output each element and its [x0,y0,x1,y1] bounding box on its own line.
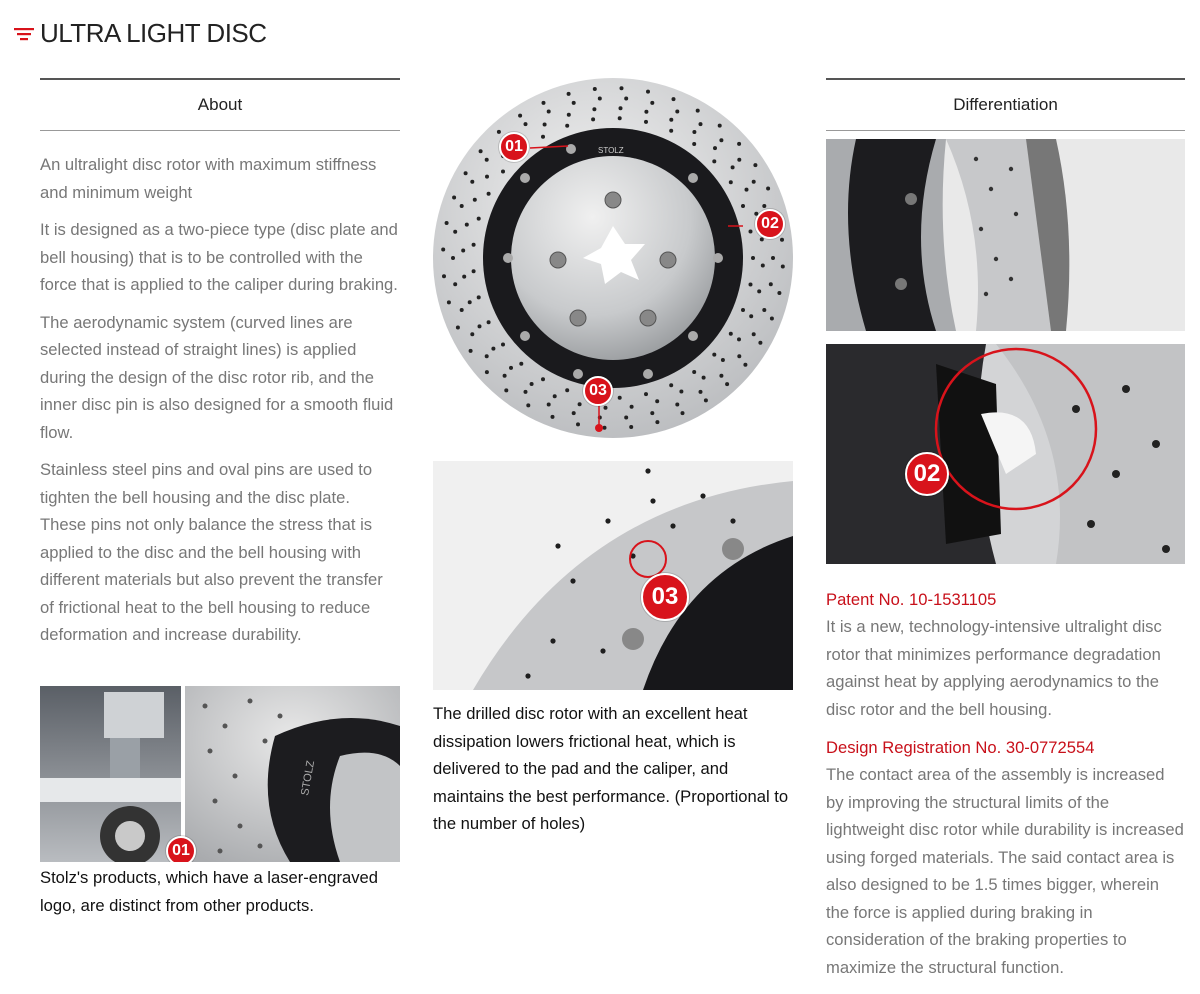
drill-hole [593,87,597,91]
drill-hole [669,118,673,122]
drill-hole [578,402,582,406]
drill-hole [470,332,474,336]
drill-hole [524,390,528,394]
drill-hole [618,116,622,120]
drill-hole [565,124,569,128]
drill-hole [675,403,679,407]
patent-block [826,586,1185,723]
drill-hole [761,264,765,268]
about-body [40,151,400,649]
drill-hole [460,204,464,208]
drill-hole [565,388,569,392]
hub-image [826,139,1185,331]
drill-hole [487,192,491,196]
drill-hole [655,399,659,403]
drill-hole [745,188,749,192]
drill-hole [741,308,745,312]
drill-hole [541,377,545,381]
drill-hole [758,341,762,345]
laser-engraving-image [40,686,400,862]
laser-caption: Stolz's products, which have a laser-engraved logo, are distinct from other products. [40,868,378,915]
drill-hole [485,158,489,162]
drill-hole [704,398,708,402]
drill-hole [743,363,747,367]
drill-hole [603,426,607,430]
drill-hole [479,149,483,153]
drill-hole [749,314,753,318]
drill-hole [702,376,706,380]
differentiation-section [826,78,1185,977]
drill-hole [572,101,576,105]
drill-hole [757,289,761,293]
drilled-caption: The drilled disc rotor with an excellent heat dissipation lowers frictional heat, which is delivered to the pad and the caliper, and maintains the best performance. (Proportional to the number of holes) [433,704,789,833]
about-section [40,78,400,915]
drill-hole [731,165,735,169]
about-paragraph: The aerodynamic system (curved lines are selected instead of straight lines) is applied during the design of the disc rotor rib, and the inner disc pin is also designed for a smooth fluid flow. [40,312,394,442]
drill-hole [497,130,501,134]
drill-hole [729,180,733,184]
drill-hole [487,320,491,324]
drill-hole [478,324,482,328]
drill-hole [769,282,773,286]
drill-hole [485,370,489,374]
drill-hole [630,405,634,409]
badge-02: 02 [905,452,949,496]
drill-hole [524,122,528,126]
drill-hole [699,390,703,394]
drill-hole [699,122,703,126]
drill-hole [681,411,685,415]
drill-hole [712,353,716,357]
badge-01: 01 [166,836,196,862]
drill-hole [780,238,784,242]
drill-hole [504,388,508,392]
page-header [14,18,267,49]
drill-hole [469,349,473,353]
drill-hole [547,110,551,114]
drill-hole [644,120,648,124]
drill-hole [650,101,654,105]
drill-hole [485,175,489,179]
drill-hole [737,158,741,162]
drill-hole [461,249,465,253]
design-block [826,734,1185,981]
drill-hole [592,107,596,111]
drill-hole [766,187,770,191]
drill-hole [751,256,755,260]
patent-text: It is a new, technology-intensive ultralight disc rotor that minimizes performance degradation against heat by applying aerodynamics to the disc rotor and the bell housing. [826,617,1162,719]
badge-03: 03 [583,376,613,406]
drill-hole [567,113,571,117]
drill-hole [762,204,766,208]
drill-hole [719,138,723,142]
drill-hole [519,362,523,366]
drilled-closeup-image [433,461,793,690]
drill-hole [453,230,457,234]
drill-hole [618,396,622,400]
drill-hole [644,392,648,396]
drill-hole [624,97,628,101]
badge-02: 02 [755,209,785,239]
drill-hole [619,106,623,110]
drill-hole [445,221,449,225]
drill-hole [624,416,628,420]
drill-hole [762,308,766,312]
about-paragraph: It is designed as a two-piece type (disc plate and bell housing) that is to be controlled with the force that is applied to the caliper during braking. [40,220,398,294]
drill-hole [451,256,455,260]
drill-hole [655,420,659,424]
about-paragraph: An ultralight disc rotor with maximum stiffness and minimum weight [40,155,377,202]
drill-hole [553,394,557,398]
drill-hole [679,390,683,394]
drill-hole [669,129,673,133]
rotor-logo: STOLZ [598,146,624,155]
differentiation-heading: Differentiation [826,78,1185,131]
drill-hole [477,217,481,221]
drill-hole [526,403,530,407]
drill-hole [692,370,696,374]
drill-hole [572,411,576,415]
drill-hole [737,142,741,146]
drill-hole [646,90,650,94]
drill-hole [468,300,472,304]
drill-hole [650,411,654,415]
drill-hole [465,223,469,227]
drill-hole [464,171,468,175]
drill-hole [713,146,717,150]
pin-closeup-photo [826,344,1185,564]
drill-hole [598,97,602,101]
drill-hole [725,382,729,386]
drill-hole [472,269,476,273]
pin-closeup-image [826,344,1185,564]
drill-hole [737,354,741,358]
hub-photo [826,139,1185,331]
rotor-diagram [433,78,793,440]
drill-hole [491,347,495,351]
drill-hole [518,114,522,118]
drill-hole [551,415,555,419]
drill-hole [770,317,774,321]
drill-hole [576,422,580,426]
drill-hole [777,291,781,295]
hamburger-icon[interactable] [14,26,34,42]
drill-hole [620,86,624,90]
drill-hole [752,332,756,336]
drill-hole [712,159,716,163]
drill-hole [472,243,476,247]
drill-hole [591,117,595,121]
drill-hole [501,343,505,347]
drill-hole [441,248,445,252]
drill-hole [460,308,464,312]
patent-label: Patent No. 10-1531105 [826,590,997,609]
drill-hole [718,124,722,128]
drill-hole [675,110,679,114]
drill-hole [729,332,733,336]
rotor-image [433,78,793,440]
drill-hole [604,406,608,410]
drill-hole [760,237,764,241]
drill-hole [737,337,741,341]
drill-hole [741,204,745,208]
drill-hole [752,180,756,184]
drill-hole [530,382,534,386]
drill-hole [453,282,457,286]
drill-hole [485,354,489,358]
drill-hole [456,326,460,330]
drill-hole [749,230,753,234]
drill-hole [669,383,673,387]
drill-hole [672,97,676,101]
drill-hole [753,163,757,167]
drill-hole [473,198,477,202]
drill-hole [442,274,446,278]
drill-hole [721,358,725,362]
badge-01: 01 [499,132,529,162]
design-label: Design Registration No. 30-0772554 [826,738,1095,757]
drill-hole [501,170,505,174]
drill-hole [503,374,507,378]
drill-hole [447,300,451,304]
drill-hole [749,283,753,287]
drill-hole [644,110,648,114]
drill-hole [696,109,700,113]
badge-03: 03 [641,573,689,621]
drill-hole [692,142,696,146]
drill-hole [462,275,466,279]
drill-hole [452,196,456,200]
drill-hole [781,265,785,269]
laser-engraving-photo [40,686,400,862]
drill-hole [692,130,696,134]
design-text: The contact area of the assembly is increased by improving the structural limits of the lightweight disc rotor while durability is increased using forged materials. The said contact area is also designed to be 1.5 times bigger, wherein the force is applied during braking in consideration of the braking properties to maximize the structural function. [826,765,1184,977]
drilled-closeup-photo [433,461,793,690]
drill-hole [719,374,723,378]
drill-hole [547,403,551,407]
drill-hole [771,256,775,260]
page-title: ULTRA LIGHT DISC [40,18,267,48]
drill-hole [567,92,571,96]
drill-hole [470,180,474,184]
drill-hole [541,135,545,139]
drill-hole [477,295,481,299]
drill-hole [543,123,547,127]
about-paragraph: Stainless steel pins and oval pins are used to tighten the bell housing and the disc plate. These pins not only balance the stress that is applied to the disc and the bell housing with different materials but also prevent the transfer of frictional heat to the bell housing to reduce deformation and increase durability. [40,460,383,644]
svg-text:STOLZ: STOLZ [299,759,318,797]
drill-hole [542,101,546,105]
drill-hole [629,425,633,429]
drill-hole [509,366,513,370]
about-heading: About [40,78,400,131]
